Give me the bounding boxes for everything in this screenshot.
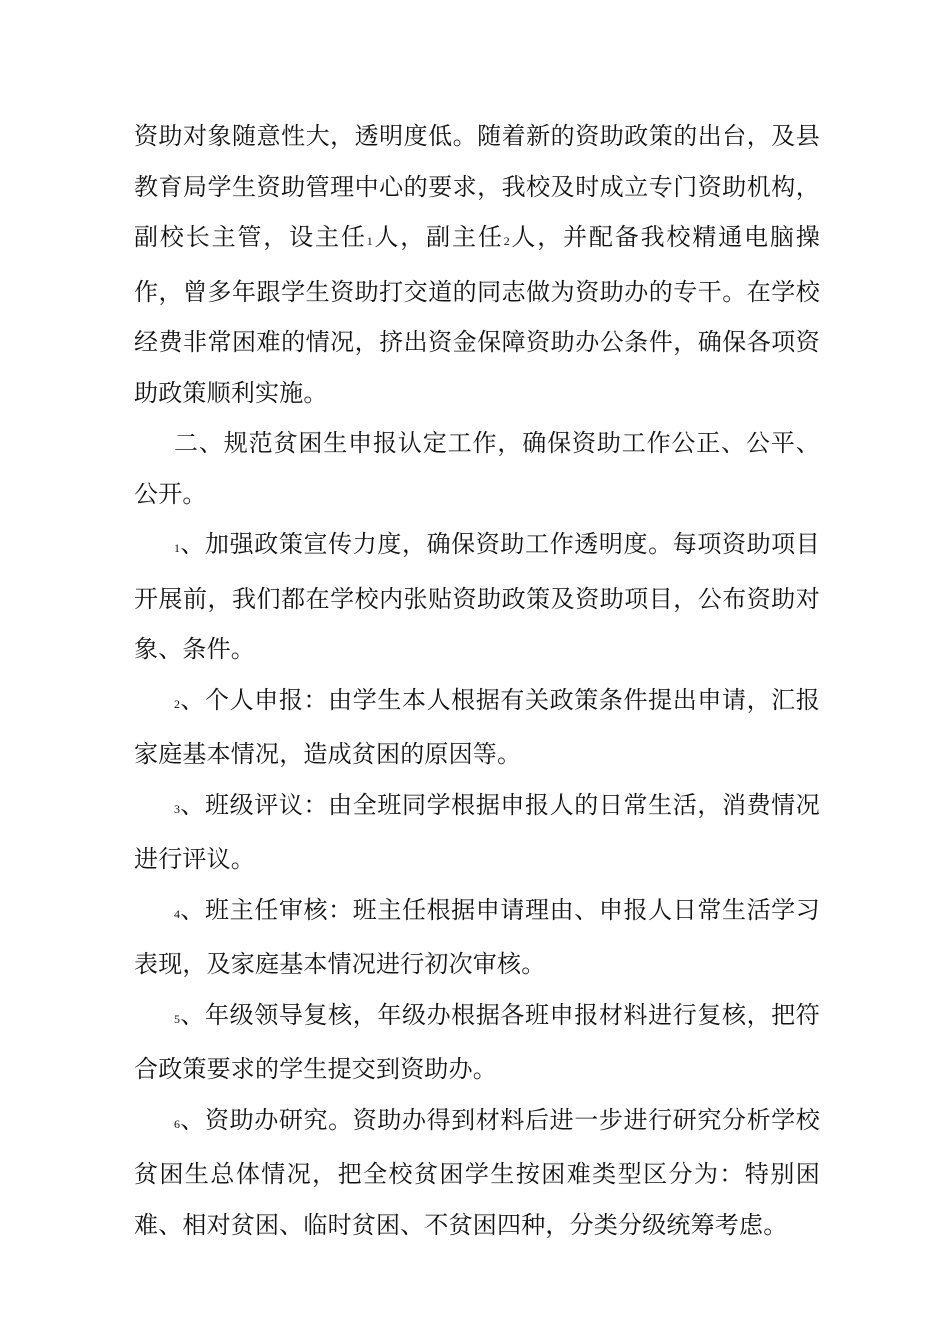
list-item-text: 、资助办研究。资助办得到材料后进一步进行研究分析学校贫困生总体情况，把全校贫困学生按困难类型区分为：特别困难、相对贫困、临时贫困、不贫困四种，分类分级统筹考虑。	[134, 1105, 820, 1239]
list-item	[134, 1095, 820, 1251]
list-item-number: 6	[174, 1116, 180, 1131]
list-item-number: 2	[174, 696, 180, 711]
list-item	[134, 519, 820, 675]
list-item-number: 4	[174, 906, 180, 921]
list-item	[134, 780, 820, 885]
list-item	[134, 990, 820, 1095]
list-item	[134, 885, 820, 990]
list-item-number: 1	[174, 541, 180, 555]
list-item-text: 、年级领导复核，年级办根据各班申报材料进行复核，把符合政策要求的学生提交到资助办。	[134, 1000, 820, 1083]
section-heading-text: 二、规范贫困生申报认定工作，确保资助工作公正、公平、公开。	[134, 429, 820, 508]
deputy-director-count: 2	[503, 234, 510, 248]
paragraph-text: 人，副主任	[372, 223, 504, 251]
document-page	[134, 111, 820, 1250]
section-heading	[134, 418, 820, 519]
list-item-text: 、班级评议：由全班同学根据申报人的日常生活，消费情况进行评议。	[134, 790, 820, 873]
paragraph-text: 人，并配备我校精通电脑操作，曾多年跟学生资助打交道的同志做为资助办的专干。在学校经费非常困难的情况，挤出资金保障资助办公条件，确保各项资助政策顺利实施。	[134, 223, 820, 407]
list-item-text: 、个人申报：由学生本人根据有关政策条件提出申请，汇报家庭基本情况，造成贫困的原因等。	[134, 685, 820, 768]
list-item-number: 3	[174, 801, 180, 816]
list-item-text: 、加强政策宣传力度，确保资助工作透明度。每项资助项目开展前，我们都在学校内张贴资助政策及资助项目，公布资助对象、条件。	[134, 530, 820, 663]
director-count: 1	[366, 234, 373, 248]
paragraph-staffing	[134, 111, 820, 418]
paragraph-text: 资助对象随意性大，透明度低。随着新的资助政策的出台，及县教育局学生资助管理中心的要求，我校及时成立专门资助机构，副校长主管，设主任	[134, 122, 820, 251]
list-item-text: 、班主任审核：班主任根据申请理由、申报人日常生活学习表现，及家庭基本情况进行初次审核。	[134, 895, 820, 978]
list-item-number: 5	[174, 1011, 180, 1026]
list-item	[134, 675, 820, 780]
